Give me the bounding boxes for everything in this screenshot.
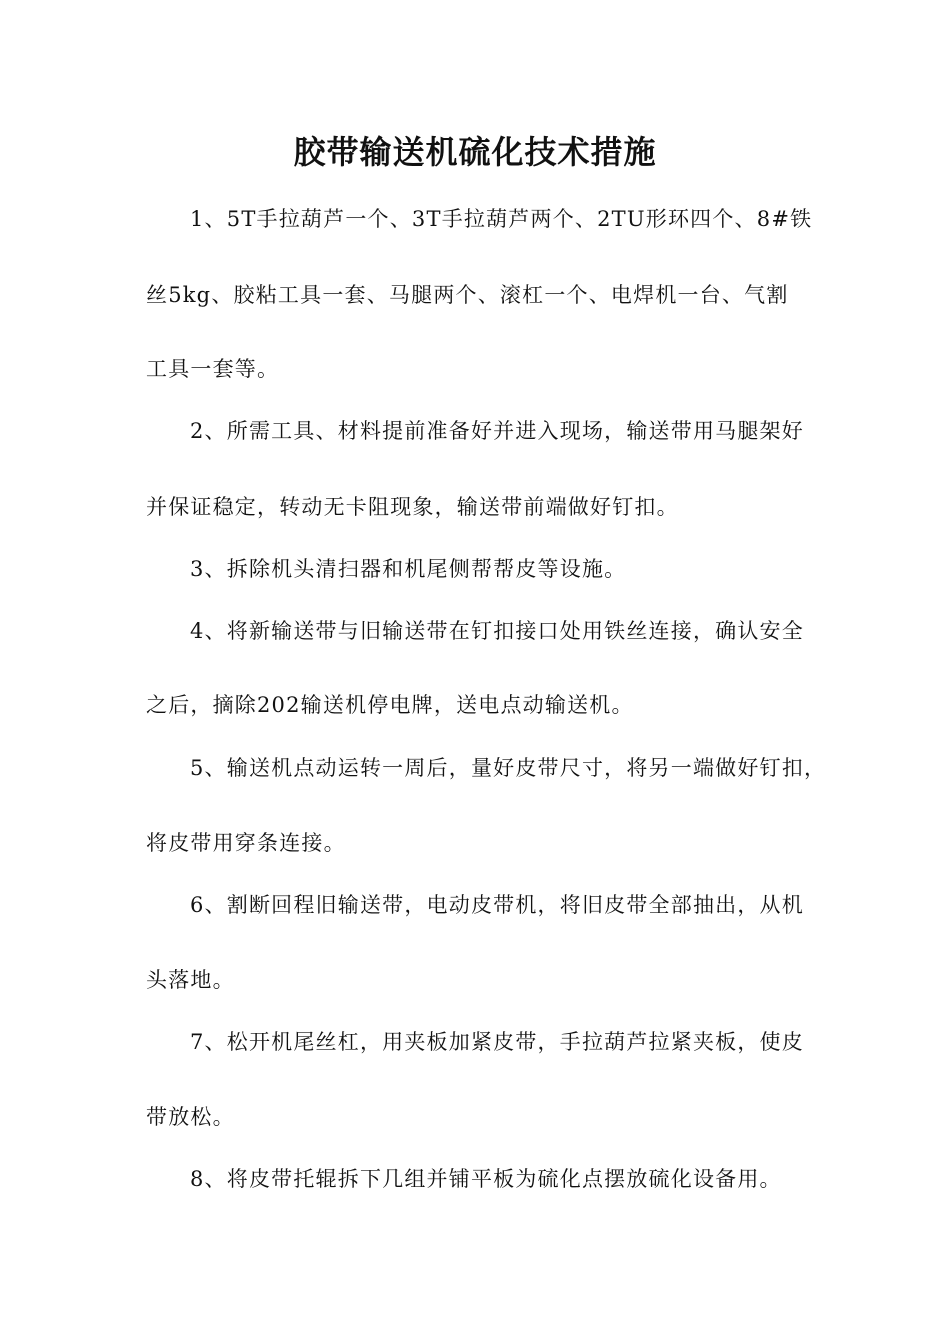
paragraph-2-line-2: 并保证稳定，转动无卡阻现象，输送带前端做好钉扣。 xyxy=(146,495,679,519)
paragraph-8-line-1: 8、将皮带托辊拆下几组并铺平板为硫化点摆放硫化设备用。 xyxy=(190,1167,782,1191)
paragraph-5-line-1: 5、输送机点动运转一周后，量好皮带尺寸，将另一端做好钉扣， xyxy=(190,756,827,780)
paragraph-6-line-2: 头落地。 xyxy=(146,968,235,992)
paragraph-6-line-1: 6、割断回程旧输送带，电动皮带机，将旧皮带全部抽出，从机 xyxy=(190,893,804,917)
document-title: 胶带输送机硫化技术措施 xyxy=(293,133,657,171)
paragraph-4-line-1: 4、将新输送带与旧输送带在钉扣接口处用铁丝连接，确认安全 xyxy=(190,619,804,643)
paragraph-4-line-2: 之后，摘除202输送机停电牌，送电点动输送机。 xyxy=(146,693,634,717)
paragraph-1-line-1: 1、5T手拉葫芦一个、3T手拉葫芦两个、2TU形环四个、8#铁 xyxy=(190,207,813,231)
paragraph-3-line-1: 3、拆除机头清扫器和机尾侧帮帮皮等设施。 xyxy=(190,557,627,581)
paragraph-7-line-2: 带放松。 xyxy=(146,1105,235,1129)
paragraph-2-line-1: 2、所需工具、材料提前准备好并进入现场，输送带用马腿架好 xyxy=(190,419,804,443)
paragraph-5-line-2: 将皮带用穿条连接。 xyxy=(146,831,346,855)
paragraph-1-line-2: 丝5kg、胶粘工具一套、马腿两个、滚杠一个、电焊机一台、气割 xyxy=(146,283,789,307)
paragraph-7-line-1: 7、松开机尾丝杠，用夹板加紧皮带，手拉葫芦拉紧夹板，使皮 xyxy=(190,1030,804,1054)
paragraph-1-line-3: 工具一套等。 xyxy=(146,357,280,381)
